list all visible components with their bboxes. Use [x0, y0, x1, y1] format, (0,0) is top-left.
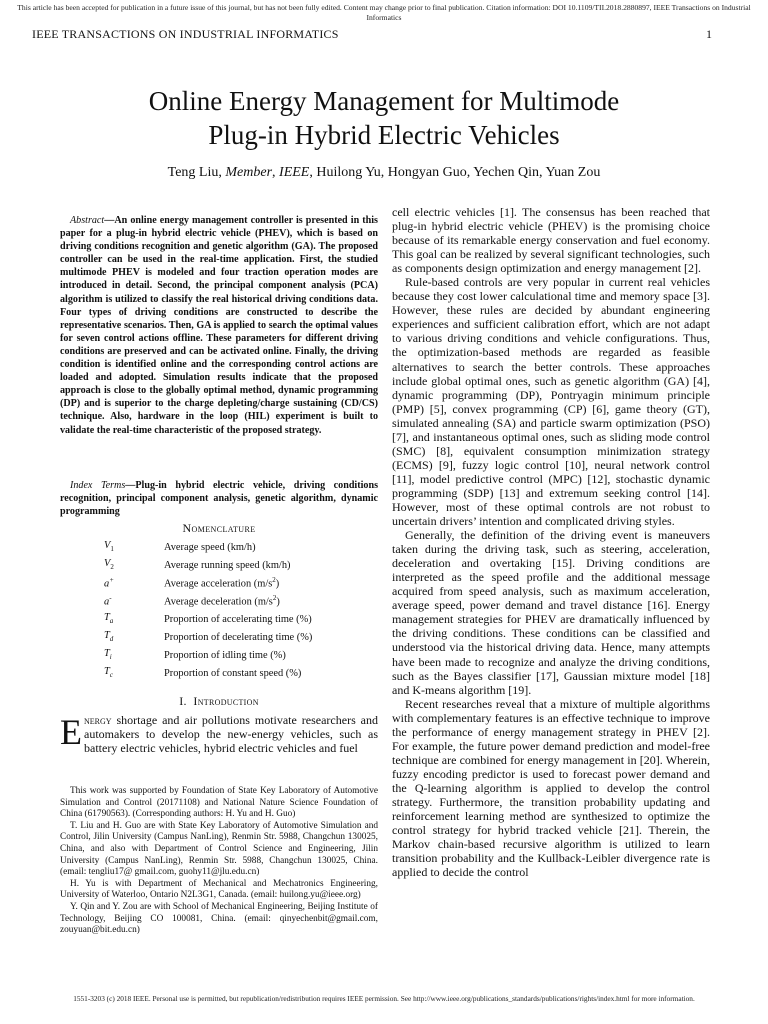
copyright-footer: 1551-3203 (c) 2018 IEEE. Personal use is permitted, but republication/redistribution requires IEEE permission. See http://www.ieee.org/publications_standards/publications/rights/index.html for more information.: [73, 994, 695, 1003]
nomenclature-description: Proportion of constant speed (%): [164, 667, 302, 679]
nomenclature-description: Proportion of accelerating time (%): [164, 613, 312, 625]
nomenclature-symbol: a-: [104, 594, 112, 608]
paragraph: Generally, the definition of the driving event is maneuvers taken during the driving task, such as steering, acceleration, deceleration and overtaking [15]. Driving conditions are interpreted as the speed profile and the additional message acquired from speed analysis, such as maximum acceleration, average speed, power demand and travel distance [16]. Energy management strategies for PHEV are dramatically influenced by the driving conditions. These conditions can be classified and understood via the historical driving data. Hence, many attempts have been made to recognize and analyze the driving conditions, such as the Bayes classifier [17], Gaussian mixture model [18] and K-means algorithm [19].: [392, 528, 710, 697]
footnotes: [60, 786, 378, 937]
nomenclature-row: [104, 664, 374, 682]
section-heading-introduction: [60, 694, 378, 709]
lead-word: nergy: [84, 713, 112, 727]
nomenclature-symbol: $T_i$: [104, 648, 112, 662]
journal-name: IEEE TRANSACTIONS ON INDUSTRIAL INFORMATICS: [32, 27, 339, 41]
index-terms-label: Index Terms: [70, 480, 126, 491]
abstract-label: Abstract: [70, 215, 105, 226]
nomenclature-symbol: $T_a$: [104, 612, 114, 626]
footnote-affiliation: Y. Qin and Y. Zou are with School of Mechanical Engineering, Beijing Institute of Technology, Beijing CO 100081, China. (email: qinyechenbit@gmail.com, zouyuan@bit.edu.cn): [60, 901, 378, 936]
section-title: Introduction: [193, 694, 259, 708]
right-column-body: [392, 205, 710, 879]
nomenclature-description: Average running speed (km/h): [164, 559, 291, 571]
introduction-text: [60, 713, 378, 755]
nomenclature-description: Average speed (km/h): [164, 541, 256, 553]
author-rest: , Huilong Yu, Hongyan Guo, Yechen Qin, Yuan Zou: [309, 165, 601, 180]
footnote-affiliation: H. Yu is with Department of Mechanical and Mechatronics Engineering, University of Waterloo, Ontario N2L3G1, Canada. (email: huilong.yu@ieee.org): [60, 878, 378, 901]
nomenclature-symbol: $T_c$: [104, 666, 113, 680]
abstract: [60, 214, 378, 437]
nomenclature-symbol: $T_d$: [104, 630, 114, 644]
nomenclature-description: Average deceleration $(m/s^2)$: [164, 594, 280, 608]
nomenclature-heading: Nomenclature: [182, 521, 256, 535]
footnote-affiliation: T. Liu and H. Guo are with State Key Laboratory of Automotive Simulation and Control, Jilin University (Campus NanLing), Renmin Str. 5988, Changchun 130025, China, and also with Department of Control Science and Engineering, Jilin University (Campus NanLing), Renmin Str. 5988, Changchun 130025, China. (email: tengliu17@ gmail.com, guohy11@jlu.edu.cn): [60, 820, 378, 878]
nomenclature-row: [104, 538, 374, 556]
nomenclature-row: [104, 556, 374, 574]
title-line-2: Plug-in Hybrid Electric Vehicles: [208, 120, 560, 150]
author-society: IEEE: [279, 165, 310, 180]
paper-title: [0, 84, 768, 152]
author-sep: ,: [272, 165, 280, 180]
paragraph: Rule-based controls are very popular in current real vehicles because they cost lower calculational time and memory space [3]. However, these rules are decided by abundant engineering experiences and sufficient calibration effort, which are not adapt to various driving conditions and vehicle configurations. Thus, the optimization-based methods are regarded as feasible alternatives to search the better controls. These approaches include global optimal ones, such as genetic algorithm (GA) [4], dynamic programming (DP), Pontryagin minimum principle (PMP) [5], convex programming (CP) [6], game theory (GT), simulated annealing (SA) and particle swarm optimization (PSO) [7], and instantaneous optimal ones, such as sliding mode control (SMC) [8], equivalent consumption minimization strategy (ECMS) [9], fuzzy logic control [10], neural network control [11], model predictive control (MPC) [12], stochastic dynamic programming (SDP) [13] and extremum seeking control [14]. However, most of these optimal controls are not robust to uncertain drivers’ intention and complicated driving styles.: [392, 275, 710, 529]
author-first: Teng Liu,: [167, 165, 226, 180]
nomenclature-description: Proportion of decelerating time (%): [164, 631, 313, 643]
nomenclature-symbol: a+: [104, 576, 114, 590]
paragraph: Recent researches reveal that a mixture of multiple algorithms with complementary features is an effective technique to improve the performance of energy management strategy in PHEV [2]. For example, the future power demand prediction and model-free technique are combined for energy management in [20]. Wherein, fuzzy encoding predictor is used to forecast power demand and the Q-learning algorithm is applied to develop the control strategy. Furthermore, the transition probability updating and reinforcement learning method are synthesized to optimize the control strategy for hybrid tracked vehicle [21]. Therein, the Markov chain-based recursive algorithm is utilized to learn transition probability and the Kullback-Leibler divergence rate is applied to decide the control: [392, 696, 710, 880]
nomenclature-row: [104, 592, 374, 610]
nomenclature-description: Proportion of idling time (%): [164, 649, 286, 661]
prepublication-notice: This article has been accepted for publication in a future issue of this journal, but has not been fully edited. Content may change prior to final publication. Citation information: DOI 10.1109/TII.2018.2880897, IEEE Transactions on Industrial Informatics: [17, 3, 751, 22]
nomenclature-symbol: $V_2$: [104, 558, 114, 572]
paragraph: cell electric vehicles [1]. The consensus has been reached that plug-in hybrid electric vehicle (PHEV) is the promising choice because of its remarkable energy conservation and fuel economy. This goal can be realized by several significant technologies, such as components design optimization and energy management [2].: [392, 205, 710, 276]
section-number: I.: [179, 694, 187, 708]
nomenclature-row: [104, 646, 374, 664]
nomenclature-row: [104, 628, 374, 646]
drop-cap: E: [60, 712, 82, 752]
introduction-body: shortage and air pollutions motivate researchers and automakers to develop the new-energy vehicles, such as battery electric vehicles, hybrid electric vehicles and fuel: [84, 713, 378, 755]
nomenclature-description: Average acceleration $(m/s^2)$: [164, 576, 280, 590]
index-terms-text: —Plug-in hybrid electric vehicle, driving conditions recognition, principal component analysis, genetic algorithm, dynamic programming: [60, 480, 378, 518]
author-list: [0, 165, 768, 181]
author-member: Member: [225, 165, 273, 180]
footnote-funding: This work was supported by Foundation of State Key Laboratory of Automotive Simulation and Control (20171108) and National Nature Science Foundation of China (61790563). (Corresponding authors: H. Yu and H. Guo): [60, 786, 378, 820]
nomenclature-row: [104, 610, 374, 628]
nomenclature-table: [104, 538, 374, 682]
page-number: 1: [706, 27, 712, 41]
index-terms: [60, 479, 378, 518]
abstract-text: —An online energy management controller is presented in this paper for a plug-in hybrid electric vehicle (PHEV), which is based on driving conditions recognition and genetic algorithm (GA). The proposed controller can be used in the real-time application. First, the studied multimode PHEV is modeled and four traction operation modes are introduced in detail. Second, the principal component analysis (PCA) algorithm is utilized to classify the real historical driving conditions data. Four types of driving conditions are constructed to describe the representative scenarios. Then, GA is applied to search the optimal values for seven control actions offline. These parameters for different driving conditions are preserved and can be activated online. Finally, the driving condition is identified online and the corresponding control actions are loaded and adopted. Simulation results indicate that the proposed approach is close to the globally optimal method, dynamic programming (DP) and is superior to the charge depleting/charge sustaining (CD/CS) technique. Also, hardware in the loop (HIL) experiment is built to validate the real-time characteristic of the proposed strategy.: [60, 215, 378, 436]
nomenclature-symbol: $V_1$: [104, 540, 114, 554]
title-line-1: Online Energy Management for Multimode: [148, 86, 620, 116]
nomenclature-row: [104, 574, 374, 592]
